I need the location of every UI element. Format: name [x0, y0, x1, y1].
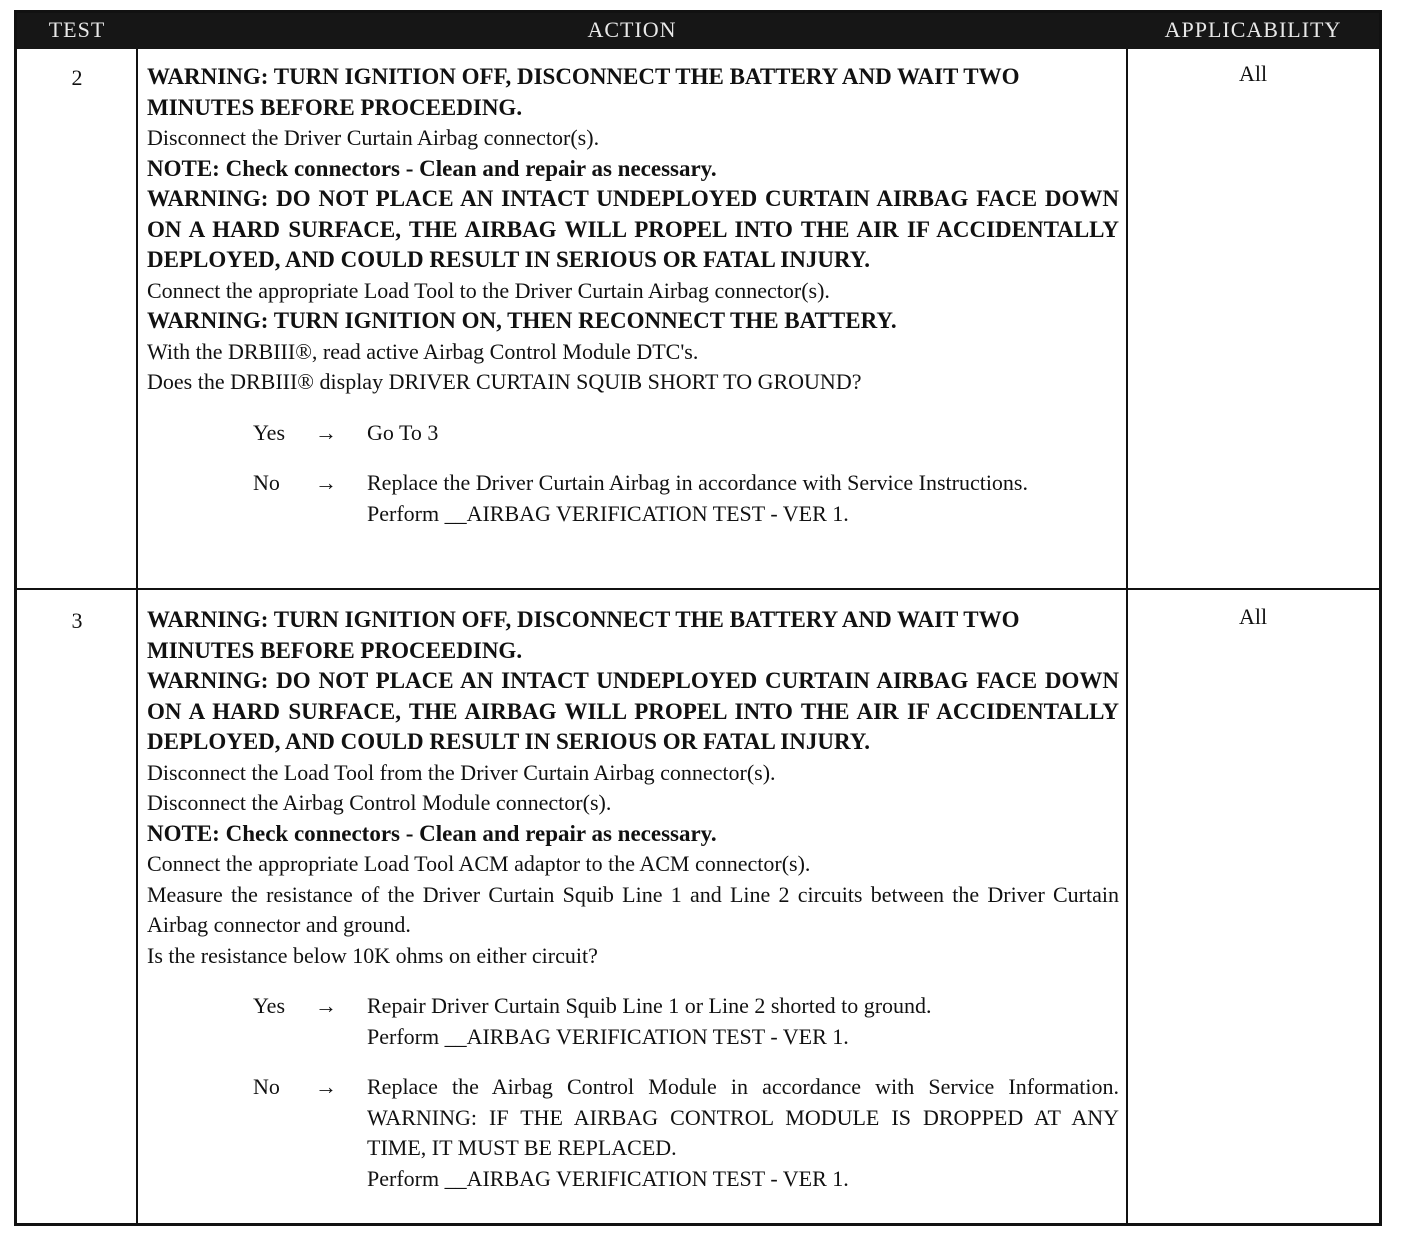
note-step: NOTE: Check connectors - Clean and repair as necessary. [147, 155, 717, 181]
warning-step: WARNING: DO NOT PLACE AN INTACT UNDEPLOYED CURTAIN AIRBAG FACE DOWN ON A HARD SURFACE, THE AIRBAG WILL PROPEL INTO THE AIR IF ACCIDENTALLY DEPLOYED, AND COULD RESULT IN SERIOUS OR FATAL INJURY. [147, 668, 1119, 754]
header-action: ACTION [587, 17, 677, 42]
column-divider [136, 49, 138, 1223]
row-divider [17, 588, 1379, 590]
arrow-icon: → [315, 470, 337, 495]
no-branch [147, 468, 1119, 529]
arrow-icon: → [315, 419, 337, 445]
yes-branch [147, 991, 1119, 1052]
question-step: Does the DRBIII® display DRIVER CURTAIN SQUIB SHORT TO GROUND? [147, 369, 862, 394]
no-result: Replace the Driver Curtain Airbag in accordance with Service Instructions. [367, 470, 1028, 495]
column-divider [1126, 49, 1128, 1223]
instruction-step: Connect the appropriate Load Tool to the Driver Curtain Airbag connector(s). [147, 277, 830, 303]
instruction-step: Measure the resistance of the Driver Curtain Squib Line 1 and Line 2 circuits between the Driver Curtain Airbag connector and ground. [147, 881, 1119, 937]
yes-branch [147, 418, 1119, 449]
arrow-icon: → [315, 1074, 337, 1099]
question-step: Is the resistance below 10K ohms on either circuit? [147, 942, 598, 968]
note-step: NOTE: Check connectors - Clean and repair as necessary. [147, 820, 717, 846]
yes-result: Repair Driver Curtain Squib Line 1 or Line 2 shorted to ground. [367, 993, 932, 1018]
diagnostic-table [14, 10, 1382, 1226]
instruction-step: With the DRBIII®, read active Airbag Control Module DTC's. [147, 338, 699, 364]
no-label: No [253, 1074, 280, 1099]
action-cell [147, 605, 1119, 1194]
instruction-step: Connect the appropriate Load Tool ACM adaptor to the ACM connector(s). [147, 851, 811, 876]
yes-result: Perform __AIRBAG VERIFICATION TEST - VER 1. [367, 1023, 849, 1049]
arrow-icon: → [315, 993, 337, 1018]
no-result: Replace the Airbag Control Module in accordance with Service Information. WARNING: IF THE AIRBAG CONTROL MODULE IS DROPPED AT ANY TIME, IT MUST BE REPLACED. [367, 1074, 1119, 1160]
instruction-step: Disconnect the Airbag Control Module connector(s). [147, 790, 612, 815]
header-applicability: APPLICABILITY [1164, 17, 1342, 42]
table-header [17, 13, 1379, 49]
warning-step: WARNING: DO NOT PLACE AN INTACT UNDEPLOYED CURTAIN AIRBAG FACE DOWN ON A HARD SURFACE, THE AIRBAG WILL PROPEL INTO THE AIR IF ACCIDENTALLY DEPLOYED, AND COULD RESULT IN SERIOUS OR FATAL INJURY. [147, 186, 1119, 272]
no-result: Perform __AIRBAG VERIFICATION TEST - VER 1. [367, 1165, 849, 1191]
warning-step: WARNING: TURN IGNITION OFF, DISCONNECT THE BATTERY AND WAIT TWO MINUTES BEFORE PROCEEDING. [147, 607, 1020, 663]
instruction-step: Disconnect the Driver Curtain Airbag connector(s). [147, 125, 600, 150]
yes-result: Go To 3 [367, 419, 439, 445]
header-test: TEST [48, 17, 106, 42]
test-number: 2 [71, 65, 83, 90]
yes-label: Yes [253, 993, 286, 1018]
yes-label: Yes [253, 419, 286, 445]
no-result: Perform __AIRBAG VERIFICATION TEST - VER 1. [367, 500, 849, 526]
warning-step: WARNING: TURN IGNITION ON, THEN RECONNECT THE BATTERY. [147, 308, 897, 333]
warning-step: WARNING: TURN IGNITION OFF, DISCONNECT THE BATTERY AND WAIT TWO MINUTES BEFORE PROCEEDING. [147, 64, 1020, 120]
no-label: No [253, 470, 280, 495]
instruction-step: Disconnect the Load Tool from the Driver Curtain Airbag connector(s). [147, 759, 776, 785]
test-number: 3 [71, 608, 83, 633]
action-cell [147, 62, 1119, 529]
applicability-value: All [1238, 61, 1268, 86]
no-branch [147, 1072, 1119, 1194]
applicability-value: All [1238, 604, 1268, 629]
